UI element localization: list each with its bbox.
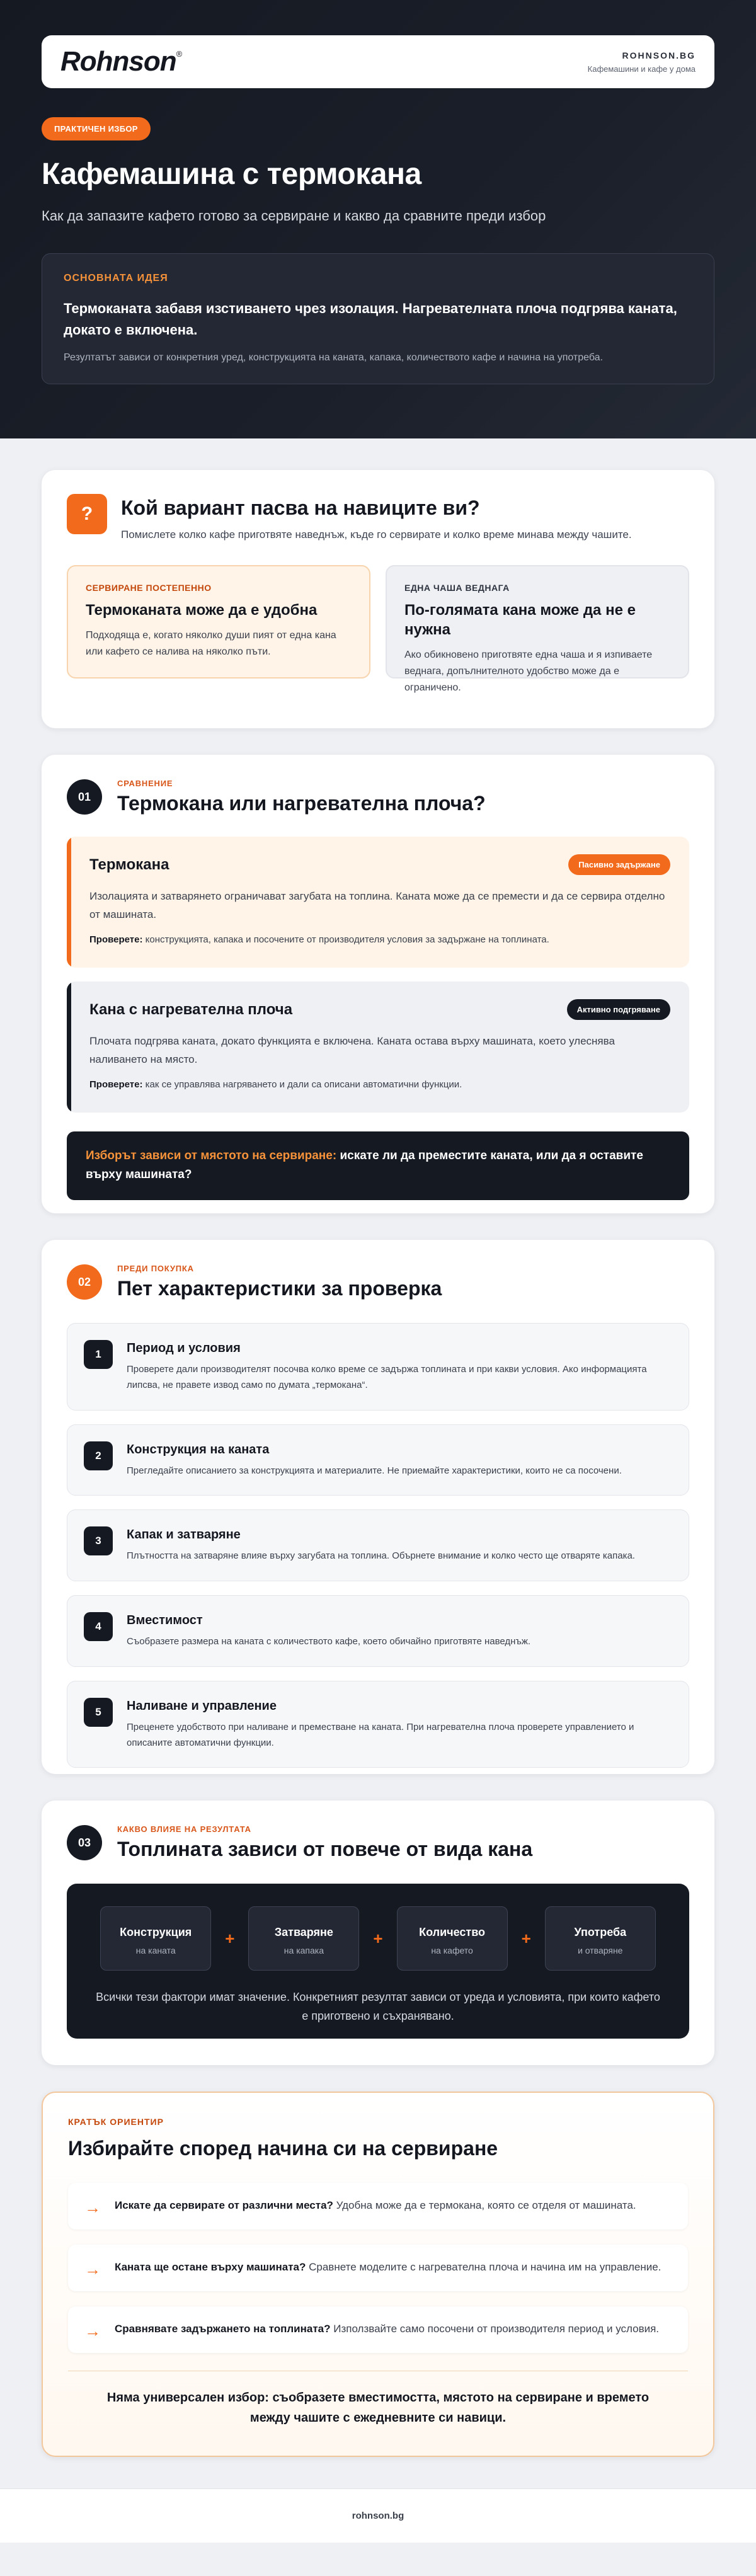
option-kicker: СЕРВИРАНЕ ПОСТЕПЕННО [86,583,212,593]
guide-tip-text: Сравнявате задържането на топлината? Използвайте само посочени от производителя период и условия. [115,2323,660,2335]
factor-box: Употреба и отваряне [545,1906,656,1971]
key-idea-text: Термоканата забавя изстиването чрез изолация. Нагревателната плоча подгрява каната, докато е включена. [64,301,677,338]
comparison-text: Плочата подгрява каната, докато функцията е включена. Каната остава върху машината, което улеснява наливането на място. [89,1035,615,1065]
comparison-badge: Пасивно задържане [568,854,670,875]
guide-tip-text: Искате да сервирате от различни места? Удобна може да е термокана, която се отделя от машината. [115,2199,636,2211]
page-title: Кафемашина с термокана [42,157,421,191]
option-card-single-cup [386,565,689,693]
feature-number: 2 [84,1441,113,1470]
comparison-check: Проверете: как се управлява нагряването и дали са описани автоматични функции. [89,1079,462,1090]
option-title: Термоканата може да е удобна [86,602,318,619]
footer [0,2488,756,2543]
guide-tip [68,2183,688,2230]
feature-item [67,1595,689,1667]
option-text: Ако обикновено приготвяте една чаша и я изпиваете веднага, допълнителното удобство може да е ограничено. [404,650,653,693]
section-title: Топлината зависи от повече от вида кана [117,1838,533,1860]
features-card [42,1240,714,1774]
brand-logo[interactable]: Rohnson® [60,46,182,77]
guide-card [42,2092,714,2457]
arrow-right-icon: → [84,2321,101,2340]
category-pill: ПРАКТИЧЕН ИЗБОР [42,117,151,140]
comparison-card [42,755,714,1213]
comparison-title: Термокана [89,856,169,873]
feature-number: 3 [84,1526,113,1555]
key-idea-kicker: ОСНОВНАТА ИДЕЯ [64,273,168,283]
plus-icon: + [225,1928,235,1948]
guide-title: Избирайте според начина си на сервиране [68,2137,498,2160]
key-idea-box [42,253,714,384]
section-title: Термокана или нагревателна плоча? [117,792,486,815]
habits-subtitle: Помислете колко кафе приготвяте наведнъж, къде го сервирате и колко време минава между чашите. [121,529,632,541]
option-kicker: ЕДНА ЧАША ВЕДНАГА [404,583,510,593]
option-title: По-голямата кана може да не е нужна [404,602,636,639]
heat-factors-panel [67,1884,689,2039]
feature-number: 4 [84,1612,113,1641]
section-kicker: СРАВНЕНИЕ [117,779,173,788]
feature-text: Преценете удобството при наливане и преместване на каната. При нагревателна плоча проверете управлението и описаните автоматични функции. [127,1721,634,1748]
section-kicker: КАКВО ВЛИЯЕ НА РЕЗУЛТАТА [117,1824,251,1834]
plus-icon: + [521,1928,531,1948]
comparison-check: Проверете: конструкцията, капака и посочените от производителя условия за задържане на топлината. [89,934,549,945]
habits-card [42,470,714,728]
hero-section [0,0,756,438]
section-number: 03 [67,1825,102,1860]
option-text: Подходяща е, когато няколко души пият от една кана или кафето се налива на няколко пъти. [86,630,336,657]
feature-title: Конструкция на каната [127,1442,270,1457]
brand-bar [42,35,714,88]
factor-box: Конструкция на каната [100,1906,211,1971]
habits-title: Кой вариант пасва на навиците ви? [121,496,480,519]
heat-factors-note: Всички тези фактори имат значение. Конкретният резултат зависи от уреда и условията, при които кафето е приготвено и съхранявано. [96,1991,660,2022]
feature-text: Проверете дали производителят посочва колко време се задържа топлината и при какви условия. Ако информацията липсва, не правете извод само по думата „термокана“. [127,1364,647,1390]
section-number: 01 [67,779,102,815]
guide-tip [68,2306,688,2353]
factor-box: Затваряне на капака [248,1906,359,1971]
arrow-right-icon: → [84,2198,101,2217]
feature-title: Вместимост [127,1613,203,1627]
section-kicker: ПРЕДИ ПОКУПКА [117,1264,194,1273]
feature-item [67,1509,689,1581]
feature-item [67,1681,689,1768]
feature-text: Плътността на затваряне влияе върху загубата на топлина. Обърнете внимание и колко често ще отваряте капака. [127,1550,635,1562]
page-subtitle: Как да запазите кафето готово за сервиране и какво да сравните преди избор [42,208,546,224]
comparison-text: Изолацията и затварянето ограничават загубата на топлина. Каната може да се премести и да се сервира отделно от машината. [89,890,665,920]
comparison-title: Кана с нагревателна плоча [89,1000,293,1018]
brand-tagline: Кафемашини и кафе у дома [587,64,696,74]
option-card-gradual [67,565,370,678]
guide-kicker: КРАТЪК ОРИЕНТИР [68,2117,164,2127]
section-number: 02 [67,1264,102,1300]
footer-site-link[interactable]: rohnson.bg [352,2510,404,2521]
feature-title: Период и условия [127,1341,241,1355]
question-icon: ? [67,494,107,534]
comparison-verdict: Изборът зависи от мястото на сервиране: искате ли да преместите каната, или да я оставите върху машината? [67,1131,689,1200]
feature-title: Наливане и управление [127,1698,277,1713]
section-title: Пет характеристики за проверка [117,1277,442,1300]
feature-text: Прегледайте описанието за конструкцията и материалите. Не приемайте характеристики, които не са посочени. [127,1465,622,1476]
heat-factors-card [42,1800,714,2065]
brand-site[interactable]: ROHNSON.BG [622,50,696,60]
feature-item [67,1424,689,1496]
comparison-item-hotplate [67,982,689,1113]
plus-icon: + [373,1928,383,1948]
brand-info [588,50,696,74]
key-idea-note: Резултатът зависи от конкретния уред, конструкцията на каната, капака, количеството кафе и начина на употреба. [64,352,604,364]
arrow-right-icon: → [84,2260,101,2279]
guide-tip-text: Каната ще остане върху машината? Сравнете моделите с нагревателна плоча и начина им на управление. [115,2261,662,2273]
feature-text: Съобразете размера на каната с количеството кафе, което обичайно приготвяте наведнъж. [127,1636,531,1647]
feature-number: 1 [84,1340,113,1369]
guide-tip [68,2245,688,2291]
guide-summary: Няма универсален избор: съобразете вместимостта, мястото на сервиране и времето между чашите с ежедневните си навици. [106,2391,650,2425]
comparison-item-thermo [67,837,689,968]
feature-title: Капак и затваряне [127,1528,241,1542]
factor-box: Количество на кафето [397,1906,508,1971]
feature-number: 5 [84,1698,113,1727]
comparison-badge: Активно подгряване [567,999,670,1020]
feature-item [67,1323,689,1411]
